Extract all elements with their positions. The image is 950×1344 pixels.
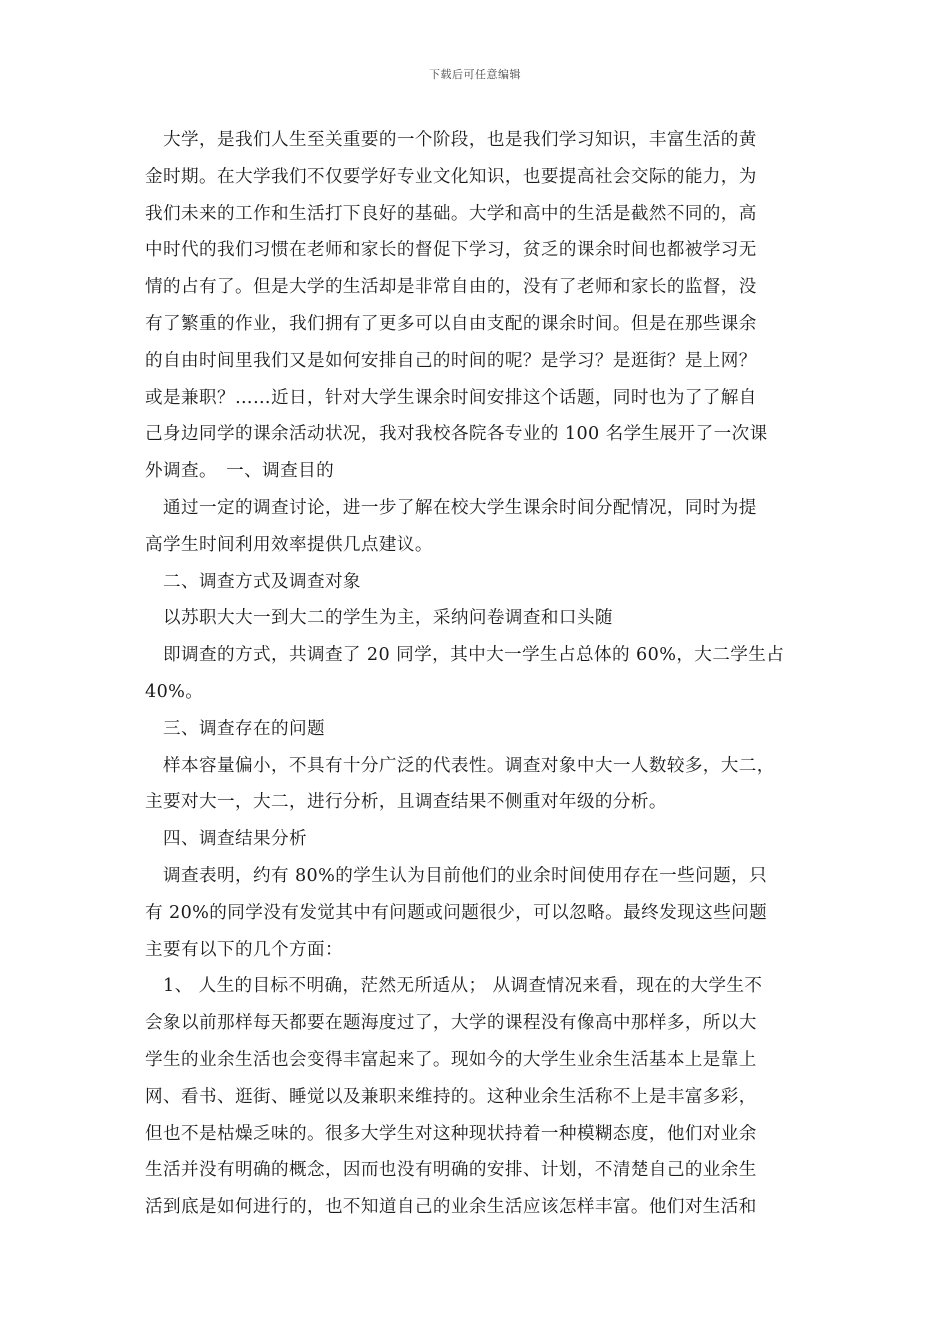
- text-line: 1、 人生的目标不明确，茫然无所适从； 从调查情况来看，现在的大学生不: [145, 976, 763, 997]
- text-line: 或是兼职？……近日，针对大学生课余时间安排这个话题，同时也为了了解自: [145, 387, 757, 408]
- text-line: 活到底是如何进行的，也不知道自己的业余生活应该怎样丰富。他们对生活和: [145, 1197, 757, 1218]
- text-line: 有了繁重的作业，我们拥有了更多可以自由支配的课余时间。但是在那些课余: [145, 313, 757, 334]
- text-line: 学生的业余生活也会变得丰富起来了。现如今的大学生业余生活基本上是靠上: [145, 1049, 757, 1070]
- section-heading: 三、调查存在的问题: [145, 718, 325, 739]
- text-line: 中时代的我们习惯在老师和家长的督促下学习，贫乏的课余时间也都被学习无: [145, 240, 757, 261]
- text-line: 大学，是我们人生至关重要的一个阶段，也是我们学习知识，丰富生活的黄: [145, 130, 757, 150]
- section-heading: 二、调查方式及调查对象: [145, 571, 361, 592]
- text-line: 情的占有了。但是大学的生活却是非常自由的，没有了老师和家长的监督，没: [145, 277, 757, 298]
- text-line: 通过一定的调查讨论，进一步了解在校大学生课余时间分配情况，同时为提: [145, 497, 757, 518]
- page-header: 下载后可任意编辑: [429, 68, 521, 81]
- text-line: 网、看书、逛街、睡觉以及兼职来维持的。这种业余生活称不上是丰富多彩，: [145, 1086, 757, 1107]
- document-body: [145, 122, 810, 1226]
- text-line: 即调查的方式，共调查了 20 同学，其中大一学生占总体的 60%，大二学生占: [145, 645, 785, 666]
- text-line: 调查表明，约有 80%的学生认为目前他们的业余时间使用存在一些问题，只: [145, 865, 768, 886]
- text-line: 高学生时间利用效率提供几点建议。: [145, 534, 433, 555]
- text-line: 生活并没有明确的概念，因而也没有明确的安排、计划，不清楚自己的业余生: [145, 1160, 757, 1181]
- text-line: 的自由时间里我们又是如何安排自己的时间的呢？是学习？是逛街？是上网？: [145, 350, 757, 371]
- text-line: 己身边同学的课余活动状况，我对我校各院各专业的 100 名学生展开了一次课: [145, 424, 768, 445]
- text-line: 40%。: [145, 681, 204, 702]
- text-line: 会象以前那样每天都要在题海度过了，大学的课程没有像高中那样多，所以大: [145, 1013, 757, 1034]
- section-heading: 四、调查结果分析: [145, 829, 307, 850]
- text-line: 但也不是枯燥乏味的。很多大学生对这种现状持着一种模糊态度，他们对业余: [145, 1123, 757, 1144]
- text-line: 主要对大一，大二，进行分析，且调查结果不侧重对年级的分析。: [145, 792, 667, 813]
- text-line: 以苏职大大一到大二的学生为主，采纳问卷调查和口头随: [145, 608, 613, 629]
- text-line: 我们未来的工作和生活打下良好的基础。大学和高中的生活是截然不同的，高: [145, 203, 757, 224]
- text-line: 样本容量偏小，不具有十分广泛的代表性。调查对象中大一人数较多，大二，: [145, 755, 775, 776]
- text-line: 金时期。在大学我们不仅要学好专业文化知识，也要提高社会交际的能力，为: [145, 166, 757, 187]
- text-line: 主要有以下的几个方面：: [145, 939, 343, 960]
- text-line: 外调查。 一、调查目的: [145, 461, 335, 482]
- text-line: 有 20%的同学没有发觉其中有问题或问题很少，可以忽略。最终发现这些问题: [145, 902, 768, 923]
